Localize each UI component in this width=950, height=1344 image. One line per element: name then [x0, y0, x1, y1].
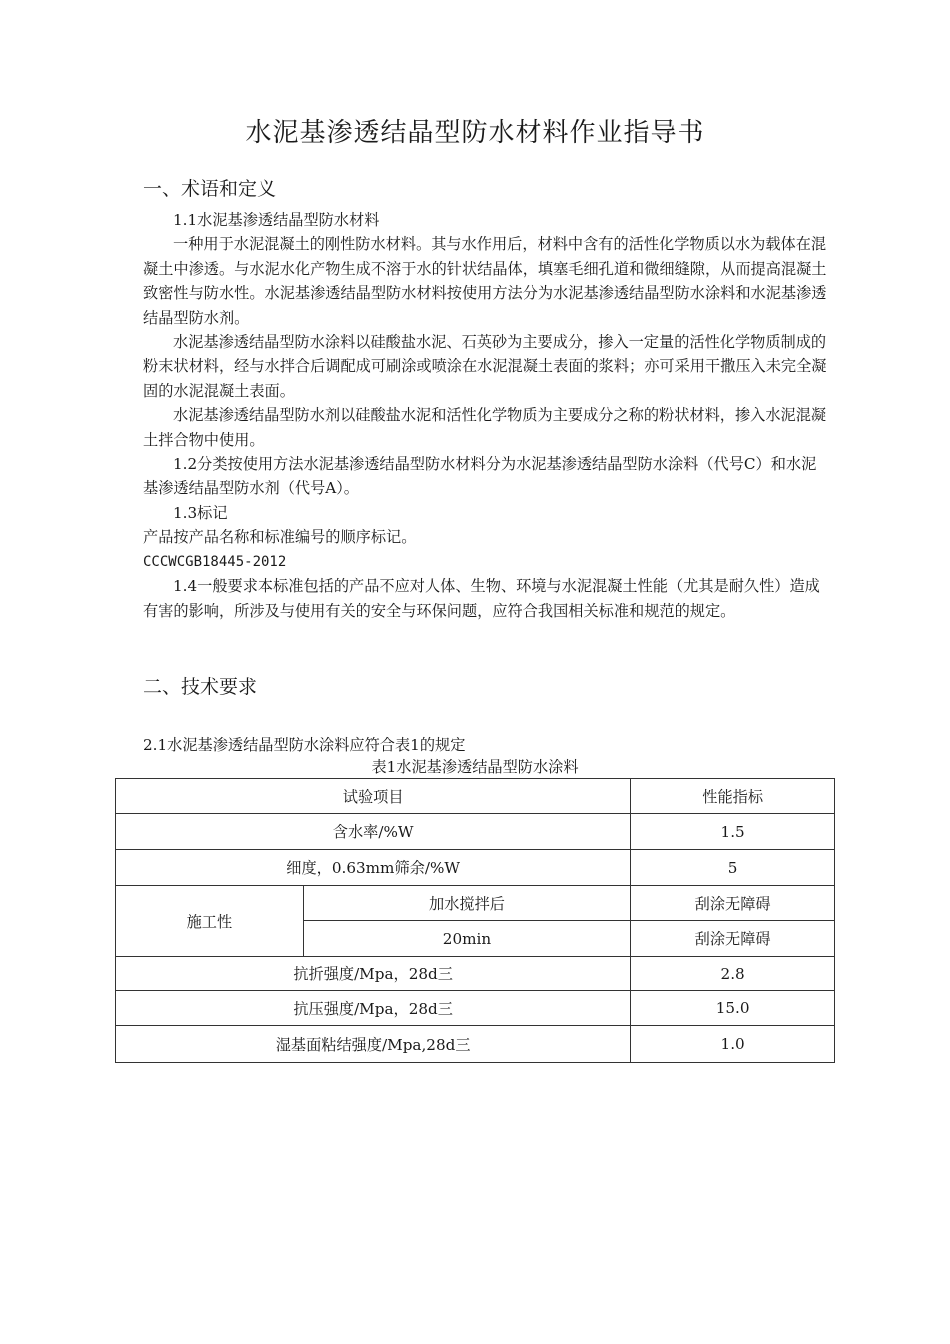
item-1-2: 1.2分类按使用方法水泥基渗透结晶型防水材料分为水泥基渗透结晶型防水涂料（代号C）和水泥基渗透结晶型防水剂（代号A）。: [143, 455, 817, 498]
row-value: 5: [631, 850, 835, 886]
section-1-body: [143, 208, 831, 623]
item-1-3: 1.3标记: [173, 503, 228, 522]
definition-paragraph-3: 水泥基渗透结晶型防水剂以硅酸盐水泥和活性化学物质为主要成分之称的粉状材料，掺入水泥混凝土拌合物中使用。: [143, 406, 827, 449]
table-header-row: [116, 779, 835, 814]
table-row: [116, 957, 835, 991]
row-sublabel: 加水搅拌后: [303, 886, 631, 921]
row-value: 刮涂无障碍: [631, 921, 835, 957]
table-row: [116, 991, 835, 1026]
row-value: 1.5: [631, 814, 835, 850]
header-test-item: 试验项目: [116, 779, 631, 814]
section-2-heading: 二、技术要求: [143, 676, 258, 698]
row-label: 抗折强度/Mpa，28d三: [116, 957, 631, 991]
row-label: 湿基面粘结强度/Mpa,28d三: [116, 1026, 631, 1063]
row-label: 施工性: [116, 886, 304, 957]
row-label: 抗压强度/Mpa，28d三: [116, 991, 631, 1026]
marking-text: 产品按产品名称和标准编号的顺序标记。: [143, 528, 417, 547]
table-caption: 表1水泥基渗透结晶型防水涂料: [371, 758, 579, 776]
table-row: [116, 1026, 835, 1063]
row-value: 2.8: [631, 957, 835, 991]
item-2-1: 2.1水泥基渗透结晶型防水涂料应符合表1的规定: [143, 736, 466, 754]
document-title: 水泥基渗透结晶型防水材料作业指导书: [245, 118, 705, 148]
table-row: [116, 886, 835, 921]
row-sublabel: 20min: [303, 921, 631, 957]
marking-code: CCCWCGB18445-2012: [143, 553, 287, 570]
row-value: 1.0: [631, 1026, 835, 1063]
section-1-heading: 一、术语和定义: [143, 178, 277, 200]
table-row: [116, 850, 835, 886]
item-1-4: 1.4一般要求本标准包括的产品不应对人体、生物、环境与水泥混凝土性能（尤其是耐久性）造成有害的影响，所涉及与使用有关的安全与环保问题，应符合我国相关标准和规范的规定。: [143, 577, 820, 620]
header-performance-index: 性能指标: [631, 779, 835, 814]
row-value: 15.0: [631, 991, 835, 1026]
spec-table: [115, 778, 835, 1063]
row-label: 细度，0.63mm筛余/%W: [116, 850, 631, 886]
row-label: 含水率/%W: [116, 814, 631, 850]
definition-paragraph-2: 水泥基渗透结晶型防水涂料以硅酸盐水泥、石英砂为主要成分，掺入一定量的活性化学物质制成的粉末状材料，经与水拌合后调配成可刷涂或喷涂在水泥混凝土表面的浆料；亦可采用干撒压入未完全凝固的水泥混凝土表面。: [143, 333, 827, 400]
table-row: [116, 814, 835, 850]
item-1-1: 1.1水泥基渗透结晶型防水材料: [173, 211, 380, 229]
definition-paragraph-1: 一种用于水泥混凝土的刚性防水材料。其与水作用后，材料中含有的活性化学物质以水为载体在混凝土中渗透。与水泥水化产物生成不溶于水的针状结晶体，填塞毛细孔道和微细缝隙，从而提高混凝土致密性与防水性。水泥基渗透结晶型防水材料按使用方法分为水泥基渗透结晶型防水涂料和水泥基渗透结晶型防水剂。: [143, 235, 827, 327]
row-value: 刮涂无障碍: [631, 886, 835, 921]
